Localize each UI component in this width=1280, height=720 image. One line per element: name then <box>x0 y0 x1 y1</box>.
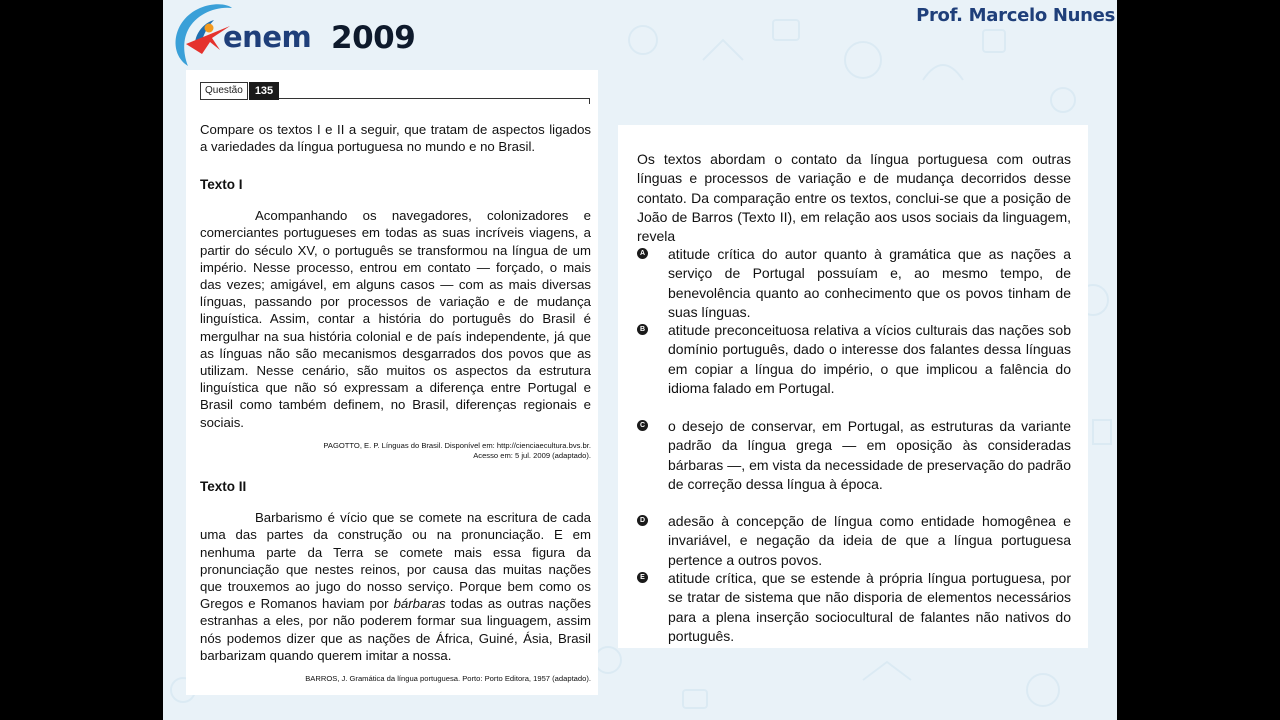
option-e-bullet: E <box>637 572 648 583</box>
option-c-bullet: C <box>637 420 648 431</box>
text1-title: Texto I <box>200 177 243 192</box>
question-number: 135 <box>249 82 279 100</box>
option-b[interactable] <box>637 321 1071 398</box>
logo-year: 2009 <box>331 20 416 56</box>
text2-body-part1: Barbarismo é vício que se comete na escritura de cada uma das partes da construção ou na pronunciação. E em nenhuma parte da Terra se comete mais essa figura da pronunciação que nestes reinos, por causa das muitas nações que trouxemos ao jugo do nosso serviço. Porque bem como os Gregos e Romanos haviam por <box>200 510 591 612</box>
option-b-text: atitude preconceituosa relativa a vícios culturais das nações sob domínio português, dado o interesse dos falantes dessa línguas em copiar a língua do império, o que implicou a falência do idioma falado em Portugal. <box>668 322 1071 396</box>
question-intro: Compare os textos I e II a seguir, que tratam de aspectos ligados a variedades da língua portuguesa no mundo e no Brasil. <box>200 122 591 155</box>
enem-logo <box>163 0 423 72</box>
option-b-bullet: B <box>637 324 648 335</box>
text2-title: Texto II <box>200 479 247 494</box>
option-d-text: adesão à concepção de língua como entidade homogênea e invariável, e negação da ideia de que a língua portuguesa pertence a outros povos. <box>668 513 1071 568</box>
question-options-panel <box>618 125 1088 648</box>
option-a-text: atitude crítica do autor quanto à gramática que as nações a serviço de Portugal possuíam e, ao mesmo tempo, de benevolência quanto ao conhecimento que os povos tinham de suas línguas. <box>668 246 1071 320</box>
question-label: Questão <box>200 82 248 100</box>
header-rule-end <box>589 98 590 104</box>
option-e-text: atitude crítica, que se estende à própria língua portuguesa, por se tratar de sistema que não disporia de elementos necessários para a plena inserção sociocultural de falantes não nativos do português. <box>668 570 1071 644</box>
option-d[interactable] <box>637 512 1071 570</box>
question-texts-panel <box>186 70 598 695</box>
question-header <box>200 80 591 100</box>
text2-citation: BARROS, J. Gramática da língua portuguesa. Porto: Porto Editora, 1957 (adaptado). <box>305 674 591 683</box>
slide <box>163 0 1117 720</box>
option-c-text: o desejo de conservar, em Portugal, as estruturas da variante padrão da língua grega — em oposição às consideradas bárbaras —, em vista da necessidade de preservação do padrão de correção dessa língua à época. <box>668 418 1071 492</box>
option-c[interactable] <box>637 417 1071 494</box>
logo-brand: enem <box>223 20 312 54</box>
question-stem: Os textos abordam o contato da língua portuguesa com outras línguas e processos de variação e de mudança decorridos desse contato. Da comparação entre os textos, conclui-se que a posição de João de Barros (Texto II), em relação aos usos sociais da linguagem, revela <box>637 151 1071 245</box>
header-rule <box>279 98 589 99</box>
option-a-bullet: A <box>637 248 648 259</box>
text1-citation-line2: Acesso em: 5 jul. 2009 (adaptado). <box>473 451 591 460</box>
option-e[interactable] <box>637 569 1071 646</box>
text1-body: Acompanhando os navegadores, colonizadores e comerciantes portugueses em todas as suas incríveis viagens, a partir do século XV, o português se transformou na língua de um império. Nesse processo, entrou em contato — forçado, o mais das vezes; amigável, em alguns casos — com as mais diversas línguas, passando por processos de variação e de mudança linguística. Assim, contar a história do português do Brasil é mergulhar na sua história colonial e de país independente, já que as línguas não são mecanismos desgarrados dos povos que as utilizam. Nesse cenário, são muitos os aspectos da estrutura linguística que não só expressam a diferença entre Portugal e Brasil como também definem, no Brasil, diferenças regionais e sociais. <box>200 208 591 430</box>
text1-citation-line1: PAGOTTO, E. P. Línguas do Brasil. Disponível em: http://cienciaecultura.bvs.br. <box>323 441 591 450</box>
text2-body-italic: bárbaras <box>393 596 446 612</box>
text2-body <box>200 509 591 664</box>
text1-citation <box>200 441 591 461</box>
option-a[interactable] <box>637 245 1071 322</box>
author-name: Prof. Marcelo Nunes <box>916 5 1115 26</box>
text2-body-part2: todas as outras nações estranhas a eles, por não poderem formar sua linguagem, assim nós podemos dizer que as nações de África, Guiné, Ásia, Brasil barbarizam quando querem imitar a nossa. <box>200 596 591 663</box>
option-d-bullet: D <box>637 515 648 526</box>
